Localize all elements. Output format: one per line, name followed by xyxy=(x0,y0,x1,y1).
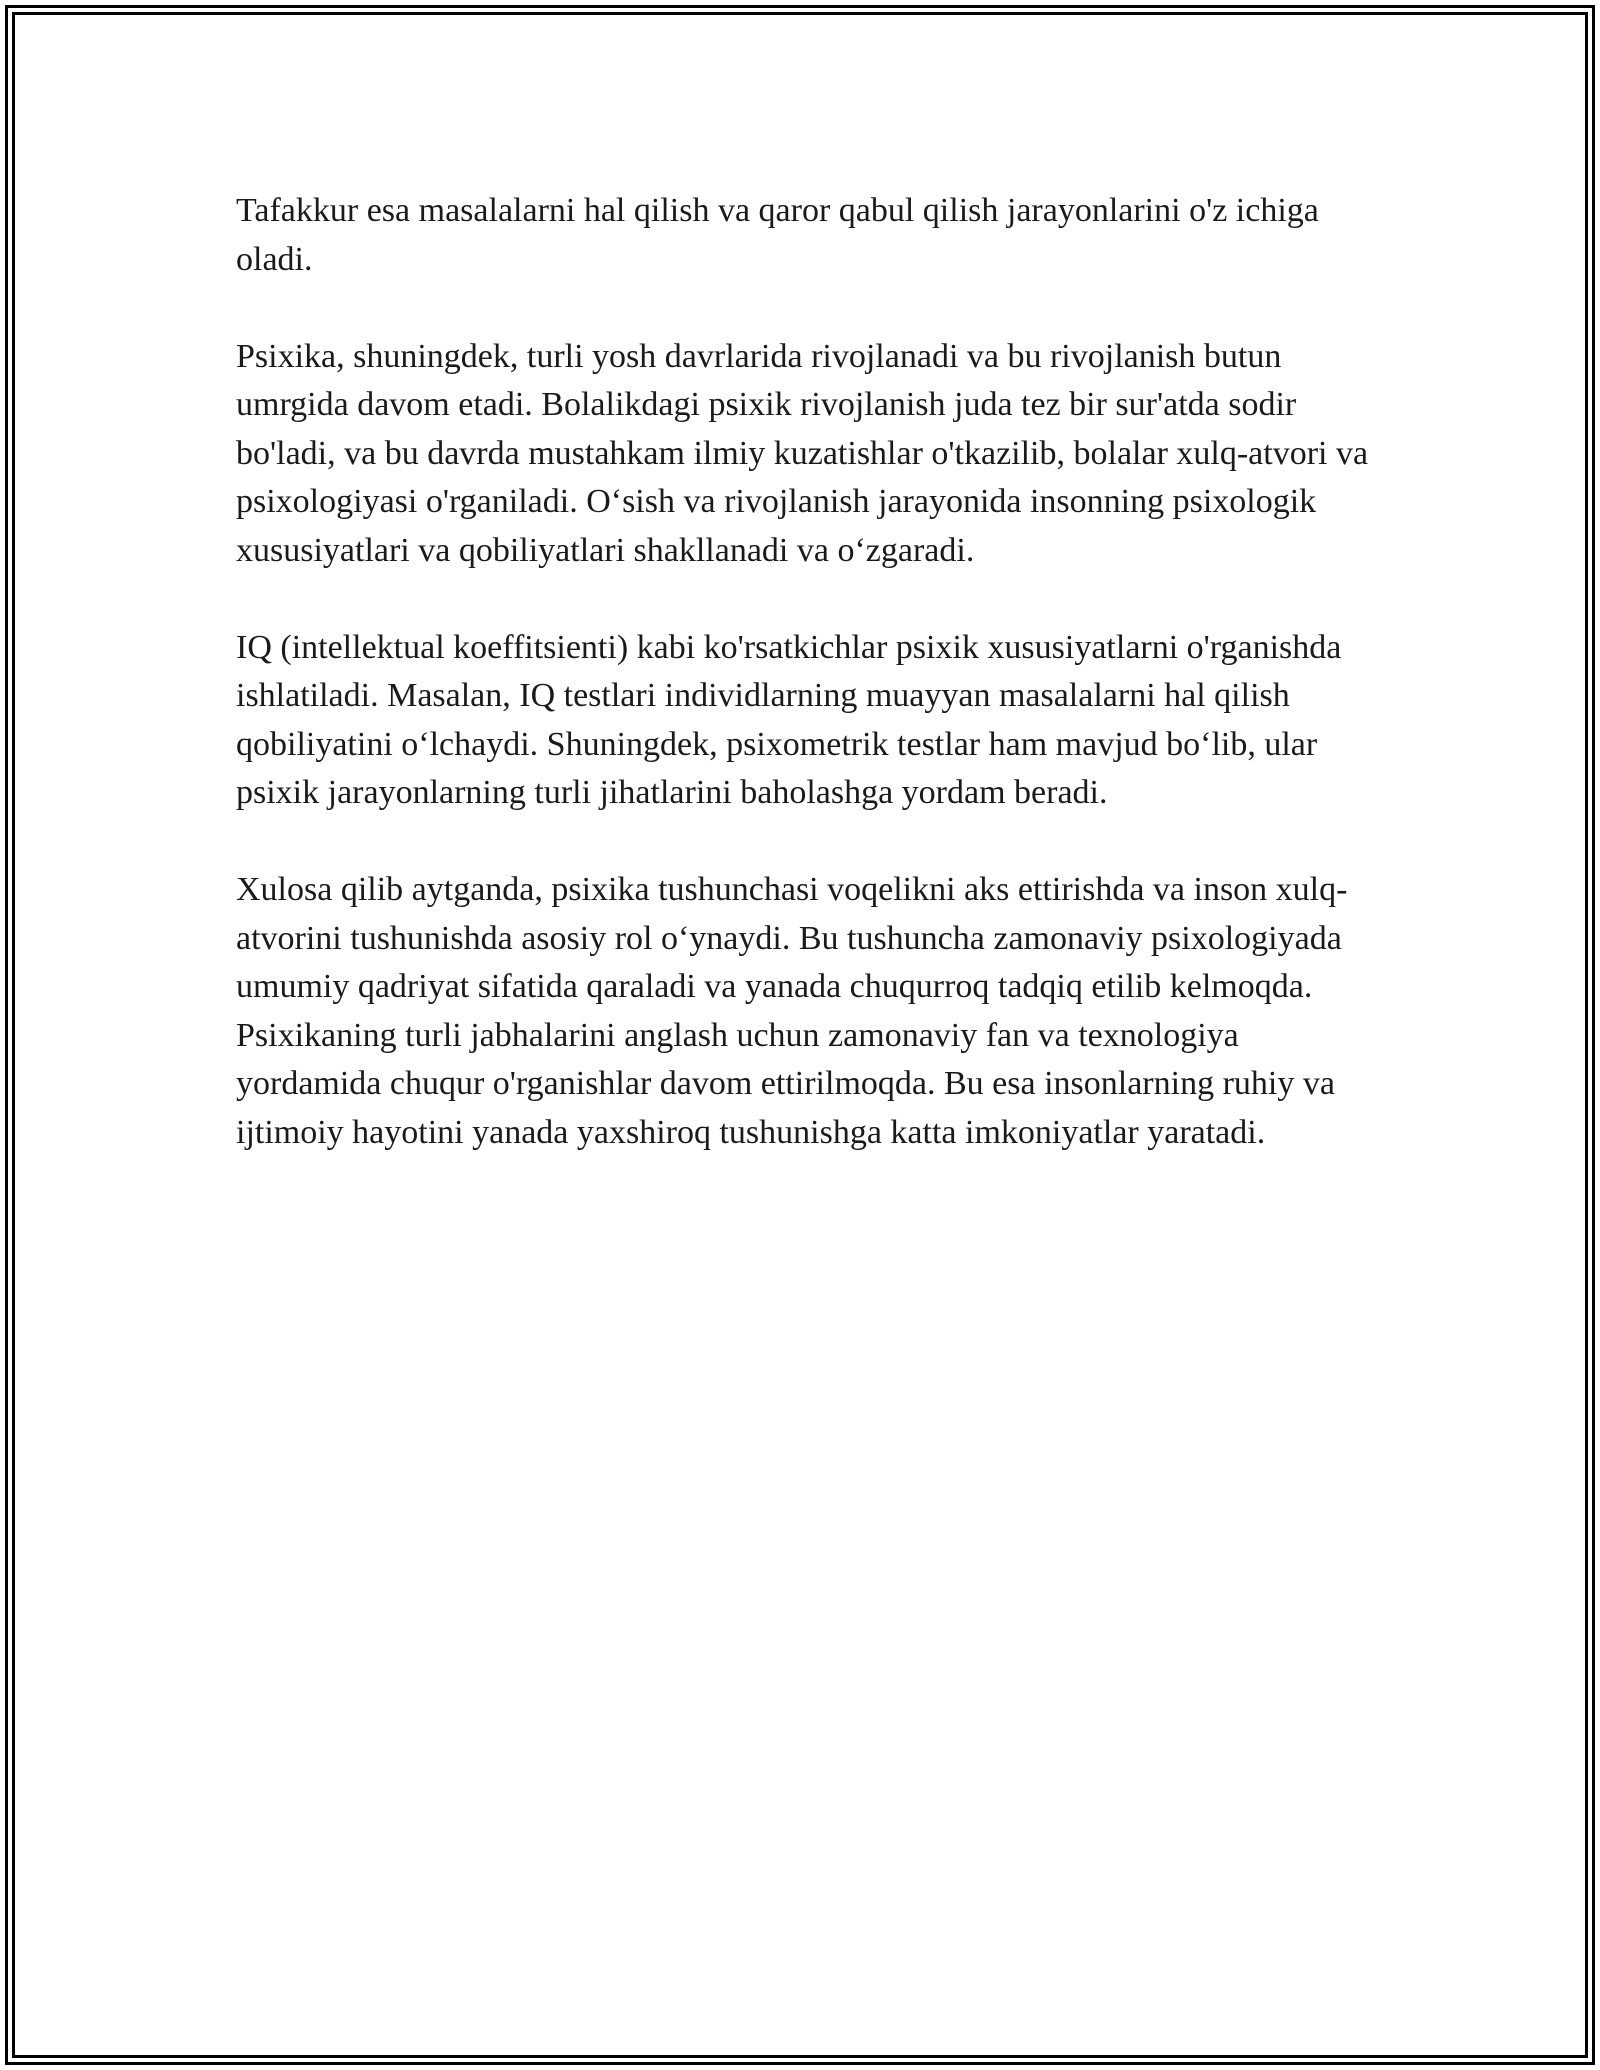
document-body xyxy=(236,187,1376,1206)
paragraph-iq-tests: IQ (intellektual koeffitsienti) kabi ko'rsatkichlar psixik xususiyatlarni o'rganishda ishlatiladi. Masalan, IQ testlari individlarning muayyan masalalarni hal qilish qobiliyatini o‘lchaydi. Shuningdek, psixometrik testlar ham mavjud bo‘lib, ular psixik jarayonlarning turli jihatlarini baholashga yordam beradi. xyxy=(236,628,1342,811)
paragraph-thinking: Tafakkur esa masalalarni hal qilish va qaror qabul qilish jarayonlarini o'z ichiga oladi. xyxy=(236,192,1319,278)
paragraph-conclusion: Xulosa qilib aytganda, psixika tushunchasi voqelikni aks ettirishda va inson xulq-atvorini tushunishda asosiy rol o‘ynaydi. Bu tushuncha zamonaviy psixologiyada umumiy qadriyat sifatida qaraladi va yanada chuqurroq tadqiq etilib kelmoqda. Psixikaning turli jabhalarini anglash uchun zamonaviy fan va texnologiya yordamida chuqur o'rganishlar davom ettirilmoqda. Bu esa insonlarning ruhiy va ijtimoiy hayotini yanada yaxshiroq tushunishga katta imkoniyatlar yaratadi. xyxy=(236,871,1348,1151)
paragraph-development: Psixika, shuningdek, turli yosh davrlarida rivojlanadi va bu rivojlanish butun umrgida davom etadi. Bolalikdagi psixik rivojlanish juda tez bir sur'atda sodir bo'ladi, va bu davrda mustahkam ilmiy kuzatishlar o'tkazilib, bolalar xulq-atvori va psixologiyasi o'rganiladi. O‘sish va rivojlanish jarayonida insonning psixologik xususiyatlari va qobiliyatlari shakllanadi va o‘zgaradi. xyxy=(236,337,1369,569)
